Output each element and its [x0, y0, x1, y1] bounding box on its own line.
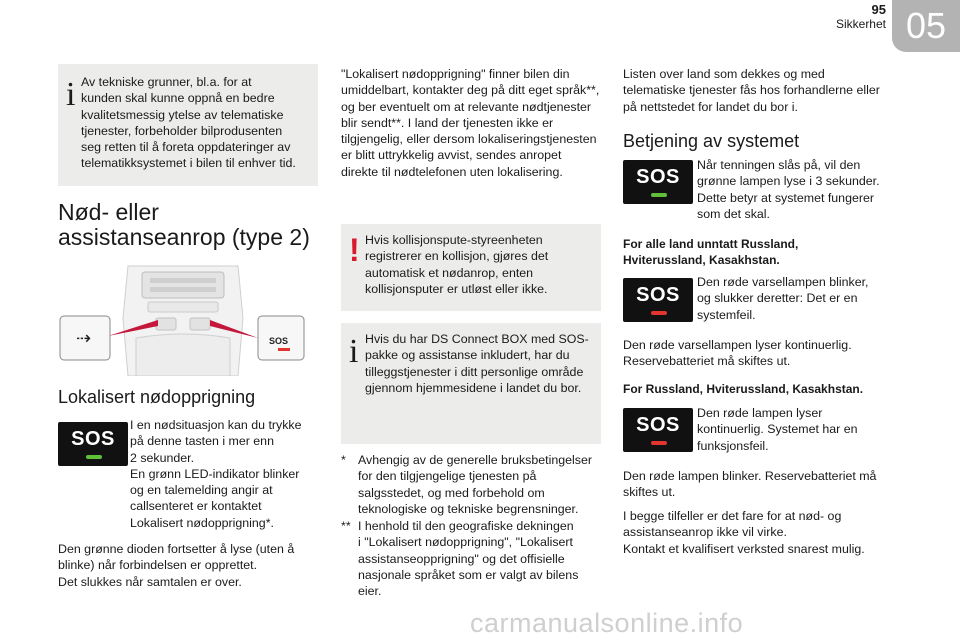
op3-text: Den røde lampen lyser kontinuerlig. Systemet har en funksjonsfeil. [697, 406, 858, 453]
page-header [836, 2, 886, 31]
info-text-2: Hvis du har DS Connect BOX med SOS- pakke og assistanse inkludert, har du tilleggstjenester i ditt personlige område gjennom hjemmesidene i landet du bor. [365, 332, 589, 395]
sos-button-red: SOS [623, 278, 693, 322]
info-icon: i [66, 76, 76, 113]
red-led-icon [651, 441, 667, 445]
main-heading: Nød- eller assistanseanrop (type 2) [58, 199, 310, 250]
info-box-2 [341, 323, 601, 444]
local-call-after: Den grønne dioden fortsetter å lyse (uten å blinke) når forbindelsen er opprettet. Det slukkes når samtalen er over. [58, 542, 295, 589]
warning-text: Hvis kollisjonspute-styreenheten registrerer en kollisjon, gjøres det automatisk et nødanrop, enten kollisjonsputer er utløst eller ikke. [365, 233, 549, 296]
p3-text: Den røde lampen blinker. Reservebatteriet må skiftes ut. [623, 469, 877, 500]
op2-text: Den røde varsellampen blinker, og slukker deretter: Det er en systemfeil. [697, 275, 869, 322]
chapter-tab: 05 [892, 0, 960, 52]
p2-text: Den røde varsellampen lyser kontinuerlig. Reservebatteriet må skiftes ut. [623, 338, 852, 369]
info-text: Av tekniske grunner, bl.a. for at kunden skal kunne oppnå en bedre kvalitetsmessig ytelse av telematiske tjenester, forbeholder bilprodusenten seg retten til å foreta oppdateringer av telematikksystemet i bilen til enhver tid. [81, 75, 296, 171]
console-illustration [58, 258, 308, 376]
op1-text: Når tenningen slås på, vil den grønne lampen lyse i 3 sekunder. Dette betyr at systemet fungerer som det skal. [697, 158, 880, 221]
green-led-icon [651, 193, 667, 197]
warning-box [341, 224, 601, 311]
right-intro: Listen over land som dekkes og med telematiske tjenester fås hos forhandlerne eller på nettstedet for landet du bor i. [623, 67, 880, 114]
page-number: 95 [871, 2, 886, 17]
call-button-icon: ⇢ [76, 328, 92, 348]
footnote-marker: ** [341, 519, 351, 533]
local-call-text: I en nødsituasjon kan du trykke på denne tasten i mer enn 2 sekunder. En grønn LED-indikator blinker og en talemelding angir at callsenteret er kontaktet Lokalisert nødopprigning*. [130, 418, 302, 530]
footnote-1: * Avhengig av de generelle bruksbetingelser for den tilgjengelige tjenesten på salgsstedet, og med forbehold om teknologiske og tekniske begrensninger. [341, 453, 592, 516]
red-led-icon [651, 311, 667, 315]
footnote-marker: * [341, 453, 346, 467]
footnote-2: ** I henhold til den geografiske dekningen i "Lokalisert nødopprigning", "Lokalisert assistanseopprigning" og det offisielle nasjonale språket som er valgt av bilens eier. [341, 519, 579, 599]
local-call-heading: Lokalisert nødopprigning [58, 387, 256, 407]
sos-button-label: SOS [269, 336, 289, 346]
warning-icon: ! [349, 232, 360, 268]
sos-button-red: SOS [623, 408, 693, 452]
middle-paragraph: "Lokalisert nødopprigning" finner bilen din umiddelbart, kontakter deg på ditt eget språk**, og ber eventuelt om at relevante nødtjenester blir sendt**. I land der tjenesten ikke er tilgjengelig, eller dersom lokaliseringstjenesten er blitt uttrykkelig avvist, sendes anropet direkte til nødtelefonen uten lokalisering. [341, 67, 600, 179]
watermark: carmanualsonline.info [470, 608, 744, 638]
p4-text: I begge tilfeller er det fare for at nød- og assistanseanrop ikke vil virke. Kontakt et kvalifisert verksted snarest mulig. [623, 509, 865, 556]
sos-button-green: SOS [58, 422, 128, 466]
green-led-icon [86, 455, 102, 459]
section-title: Sikkerhet [835, 17, 886, 31]
info-icon: i [349, 333, 359, 370]
console-drawing [58, 258, 308, 376]
sos-button-green: SOS [623, 160, 693, 204]
operation-heading: Betjening av systemet [623, 131, 800, 151]
countries-heading-2: For Russland, Hviterussland, Kasakhstan. [623, 382, 864, 396]
info-box [58, 64, 318, 186]
countries-heading-1: For alle land unntatt Russland, Hviterussland, Kasakhstan. [623, 237, 799, 268]
